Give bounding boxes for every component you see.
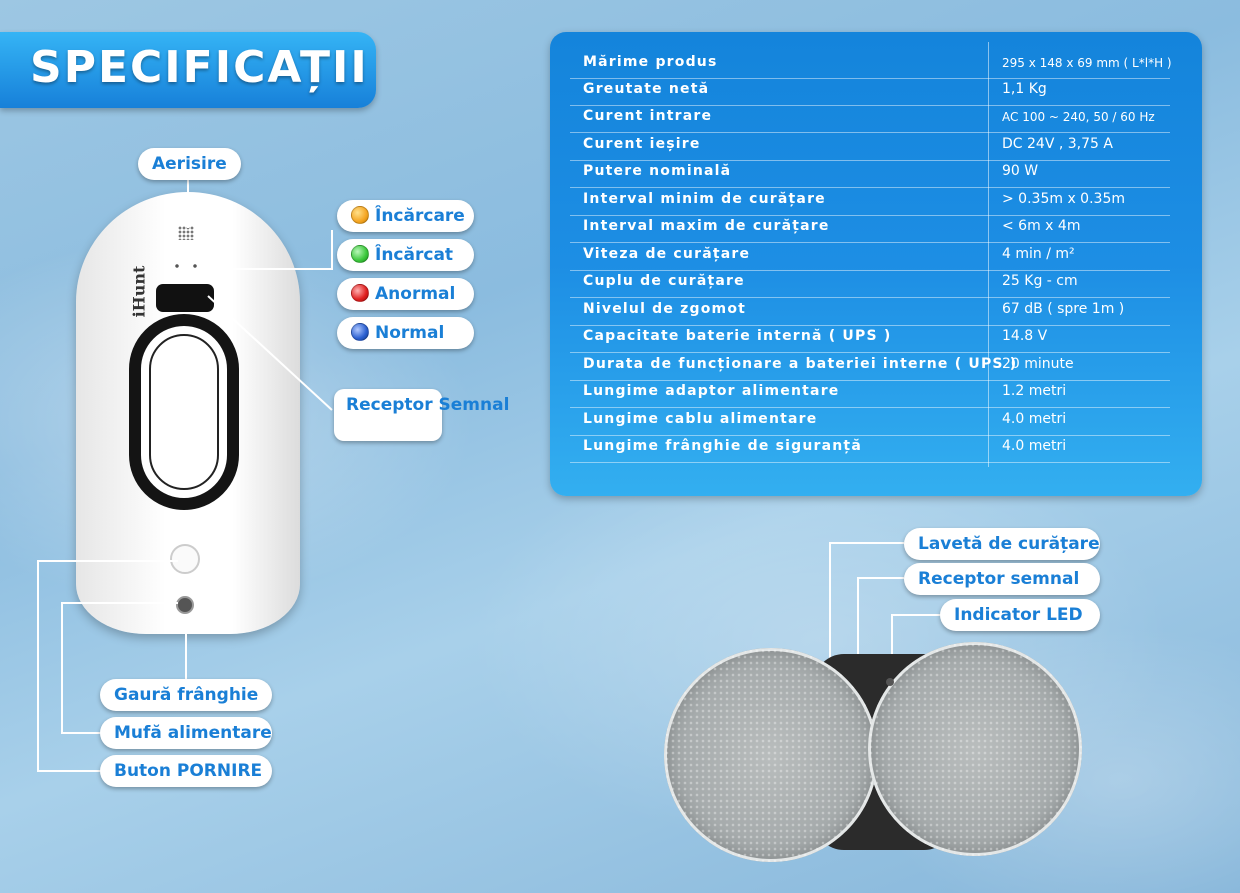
spec-name: Mărime produs <box>583 54 718 70</box>
spec-row <box>570 243 1170 271</box>
power-button-label: Buton PORNIRE <box>100 755 272 787</box>
spec-name: Interval maxim de curățare <box>583 218 830 234</box>
led-indicator-label: Indicator LED <box>940 599 1100 631</box>
spec-row <box>570 51 1170 79</box>
spec-value: 25 Kg - cm <box>1002 273 1078 289</box>
spec-row <box>570 408 1170 436</box>
spec-value: AC 100 ~ 240, 50 / 60 Hz <box>1002 110 1155 124</box>
spec-row <box>570 78 1170 106</box>
spec-value: > 0.35m x 0.35m <box>1002 191 1125 207</box>
cleaning-pad-left <box>664 648 878 862</box>
spec-value: 67 dB ( spre 1m ) <box>1002 301 1125 317</box>
spec-value: 20 minute <box>1002 356 1074 372</box>
spec-value: DC 24V , 3,75 A <box>1002 136 1113 152</box>
cloth-label: Lavetă de curățare <box>904 528 1100 560</box>
spec-name: Lungime frânghie de siguranță <box>583 438 862 454</box>
spec-value: 1.2 metri <box>1002 383 1067 399</box>
spec-name: Nivelul de zgomot <box>583 301 747 317</box>
spec-name: Cuplu de curățare <box>583 273 745 289</box>
spec-value: 4.0 metri <box>1002 438 1067 454</box>
spec-name: Viteza de curățare <box>583 246 751 262</box>
spec-name: Lungime cablu alimentare <box>583 411 818 427</box>
spec-row <box>570 435 1170 463</box>
spec-name: Greutate netă <box>583 81 710 97</box>
spec-row <box>570 188 1170 216</box>
spec-value: 4 min / m² <box>1002 246 1075 262</box>
spec-value: 295 x 148 x 69 mm ( L*l*H ) <box>1002 56 1172 70</box>
spec-row <box>570 325 1170 353</box>
robot-bottom-view <box>664 640 1082 862</box>
led-state-label: Normal <box>375 323 445 343</box>
spec-row <box>570 160 1170 188</box>
vent-label: Aerisire <box>138 148 241 180</box>
spec-row <box>570 270 1170 298</box>
spec-name: Putere nominală <box>583 163 732 179</box>
bottom-led-indicator <box>886 678 894 686</box>
spec-row <box>570 215 1170 243</box>
receiver-leader-line <box>208 296 332 410</box>
bottom-receiver-label: Receptor semnal <box>904 563 1100 595</box>
power-socket-leader-line <box>62 603 178 733</box>
page-title: SPECIFICAȚII <box>30 42 369 93</box>
receiver-label: Receptor Semnal <box>334 389 442 441</box>
spec-row <box>570 298 1170 326</box>
led-state-label: Încărcat <box>375 245 454 265</box>
spec-row <box>570 133 1170 161</box>
spec-row <box>570 105 1170 133</box>
cleaning-pad-right <box>868 642 1082 856</box>
spec-value: 90 W <box>1002 163 1039 179</box>
spec-row <box>570 353 1170 381</box>
spec-row <box>570 380 1170 408</box>
spec-name: Durata de funcționare a bateriei interne ( UPS ) <box>583 356 1018 372</box>
spec-value: 4.0 metri <box>1002 411 1067 427</box>
spec-table <box>550 32 1202 496</box>
spec-name: Lungime adaptor alimentare <box>583 383 840 399</box>
led-state-label: Anormal <box>375 284 456 304</box>
spec-name: Curent ieșire <box>583 136 701 152</box>
ihunt-logo: iHunt <box>129 265 149 318</box>
spec-value: 1,1 Kg <box>1002 81 1047 97</box>
spec-value: < 6m x 4m <box>1002 218 1081 234</box>
spec-name: Capacitate baterie internă ( UPS ) <box>583 328 892 344</box>
power-socket-label: Mufă alimentare <box>100 717 272 749</box>
rope-hole-label: Gaură frânghie <box>100 679 272 711</box>
spec-name: Interval minim de curățare <box>583 191 826 207</box>
led-state-label: Încărcare <box>375 206 465 226</box>
spec-name: Curent intrare <box>583 108 713 124</box>
spec-value: 14.8 V <box>1002 328 1048 344</box>
